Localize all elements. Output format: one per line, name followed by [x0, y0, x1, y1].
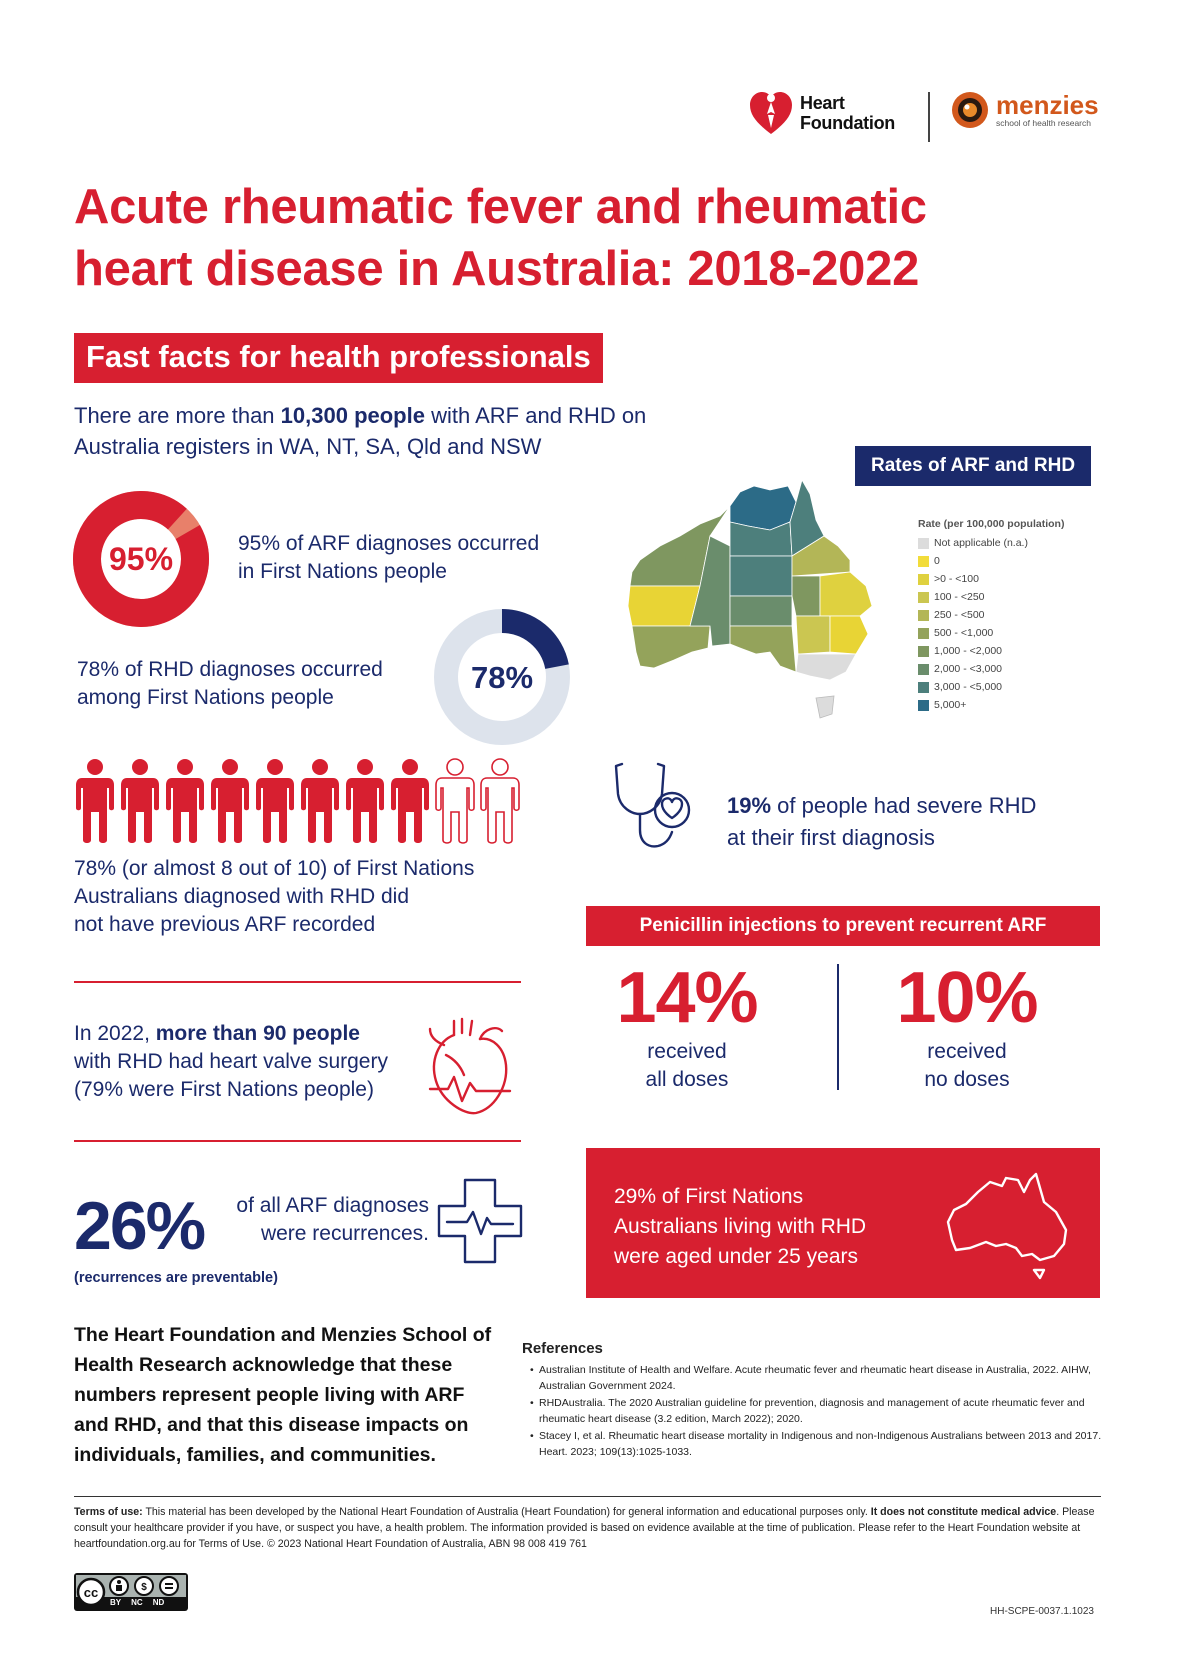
person-filled-icon	[344, 758, 386, 844]
map-legend-item	[918, 570, 1064, 588]
cc-label-nd: ND	[152, 1598, 165, 1607]
heart-logo-line2: Foundation	[800, 113, 895, 133]
under25-line1: 29% of First Nations	[614, 1185, 804, 1208]
map-region-nsw-west	[796, 616, 830, 654]
map-legend-label: Not applicable (n.a.)	[934, 537, 1028, 549]
heart-logo-line1: Heart	[800, 93, 845, 113]
menzies-logo	[950, 90, 1099, 130]
penicillin-banner: Penicillin injections to prevent recurrent ARF	[586, 906, 1100, 946]
map-legend-label: >0 - <100	[934, 573, 979, 585]
penicillin-all-doses-value: 14%	[616, 958, 758, 1038]
person-filled-icon	[119, 758, 161, 844]
severe-text	[727, 790, 1036, 854]
title-line1: Acute rheumatic fever and rheumatic	[74, 180, 927, 234]
under25-line3: were aged under 25 years	[614, 1245, 858, 1268]
map-region-tas	[816, 696, 834, 718]
penicillin-no-doses-line2: no doses	[924, 1068, 1010, 1091]
under25-box	[586, 1148, 1100, 1298]
map-region-sa-north	[730, 596, 792, 626]
cc-labels	[110, 1598, 164, 1607]
terms-part2: . Please consult your healthcare provider if you have, or suspect you have, a health problem. The information provided is based on evidence available at the time of publication. Please refer to the Heart Foundation website at heartfoundation.org.au for Terms of Use. © 2023 National Heart Foundation of Australia, ABN 98 008 419 761	[74, 1506, 1095, 1550]
map-legend-label: 100 - <250	[934, 591, 985, 603]
person-outline-icon	[434, 758, 476, 844]
under25-text	[614, 1182, 866, 1272]
stethoscope-heart-icon	[612, 760, 708, 852]
map-legend-item	[918, 660, 1064, 678]
terms-of-use	[74, 1504, 1104, 1552]
map-legend-item	[918, 588, 1064, 606]
people-stat-line3: not have previous ARF recorded	[74, 913, 376, 936]
terms-part1: This material has been developed by the National Heart Foundation of Australia (Heart Foundation) for general information and educational purposes only.	[142, 1506, 871, 1518]
terms-label: Terms of use:	[74, 1506, 143, 1518]
map-legend-title: Rate (per 100,000 population)	[918, 518, 1065, 530]
map-legend-label: 1,000 - <2,000	[934, 645, 1003, 657]
map-legend-swatch	[918, 592, 929, 603]
map-legend-swatch	[918, 700, 929, 711]
australia-rates-map	[620, 476, 910, 736]
menzies-eye-icon	[950, 90, 990, 130]
rhd-donut-chart	[432, 607, 572, 747]
map-legend-label: 500 - <1,000	[934, 627, 994, 639]
page-title	[74, 176, 1114, 300]
map-banner: Rates of ARF and RHD	[855, 446, 1091, 486]
cc-label-nc: NC	[131, 1598, 143, 1607]
footer-divider	[74, 1496, 1101, 1497]
person-filled-icon	[164, 758, 206, 844]
recurrence-note: (recurrences are preventable)	[74, 1270, 278, 1286]
references-list	[522, 1363, 1102, 1460]
map-region-qld-south	[820, 572, 872, 616]
people-pictogram	[74, 758, 521, 844]
menzies-logo-sub: school of health research	[996, 118, 1091, 128]
medical-cross-pulse-icon	[437, 1178, 523, 1264]
map-legend-swatch	[918, 574, 929, 585]
arf-stat-line2: in First Nations people	[238, 560, 447, 583]
map-legend-swatch	[918, 628, 929, 639]
references	[522, 1340, 1102, 1462]
map-legend-label: 0	[934, 555, 940, 567]
heart-anatomy-icon	[424, 1015, 516, 1119]
australia-outline-icon	[944, 1172, 1074, 1286]
document-code: HH-SCPE-0037.1.1023	[990, 1606, 1094, 1617]
penicillin-no-doses	[852, 958, 1082, 1094]
intro-text	[74, 400, 694, 462]
map-legend-swatch	[918, 682, 929, 693]
svg-text:cc: cc	[83, 1585, 99, 1600]
map-legend-item	[918, 642, 1064, 660]
rhd-stat-line2: among First Nations people	[77, 686, 334, 709]
intro-pre: There are more than	[74, 403, 281, 428]
people-stat-line2: Australians diagnosed with RHD did	[74, 885, 410, 908]
map-legend-swatch	[918, 538, 929, 549]
surgery-line2: with RHD had heart valve surgery	[74, 1050, 388, 1073]
reference-item: • Australian Institute of Health and Welfare. Acute rheumatic fever and rheumatic heart disease in Australia, 2022. AIHW, Australian Government 2024.	[532, 1363, 1102, 1394]
severe-line1-rest: of people had severe RHD	[771, 793, 1037, 818]
heart-foundation-logo	[748, 88, 895, 138]
rhd-stat-line1: 78% of RHD diagnoses occurred	[77, 658, 383, 681]
severe-line2: at their first diagnosis	[727, 825, 935, 850]
penicillin-all-doses-line2: all doses	[645, 1068, 729, 1091]
map-legend-item	[918, 552, 1064, 570]
cc-label-by: BY	[110, 1598, 122, 1607]
logo-divider	[928, 92, 930, 142]
map-legend-swatch	[918, 664, 929, 675]
map-legend-swatch	[918, 610, 929, 621]
surgery-pre: In 2022,	[74, 1022, 156, 1045]
map-legend-item	[918, 624, 1064, 642]
recurrence-line2: were recurrences.	[260, 1222, 429, 1245]
map-region-nt-south	[730, 556, 792, 596]
person-filled-icon	[74, 758, 116, 844]
menzies-logo-name: menzies	[996, 90, 1099, 120]
recurrence-text	[214, 1192, 429, 1248]
arf-stat-text	[238, 530, 539, 586]
terms-bold: It does not constitute medical advice	[870, 1506, 1057, 1518]
map-region-sa-south	[730, 626, 796, 672]
map-legend-swatch	[918, 646, 929, 657]
recurrence-line1: of all ARF diagnoses	[236, 1194, 429, 1217]
acknowledgement: The Heart Foundation and Menzies School of Health Research acknowledge that these numbers represent people living with ARF and RHD, and that this disease impacts on individuals, families, and communities.	[74, 1324, 492, 1466]
people-stat-text	[74, 855, 554, 939]
cc-by-nc-nd-icon	[74, 1573, 188, 1611]
references-title: References	[522, 1340, 603, 1357]
recurrence-big-value: 26%	[74, 1188, 205, 1264]
people-stat-line1: 78% (or almost 8 out of 10) of First Nations	[74, 857, 475, 880]
heart-foundation-heart-icon	[748, 88, 794, 138]
person-filled-icon	[254, 758, 296, 844]
map-legend-item	[918, 534, 1064, 552]
penicillin-divider	[837, 964, 839, 1090]
person-outline-icon	[479, 758, 521, 844]
surgery-line3: (79% were First Nations people)	[74, 1078, 374, 1101]
arf-donut-label: 95%	[108, 541, 174, 577]
arf-donut-chart	[72, 490, 210, 628]
severe-bold: 19%	[727, 793, 772, 818]
rhd-stat-text	[77, 656, 383, 712]
rhd-donut-label: 78%	[470, 660, 534, 695]
map-legend-swatch	[918, 556, 929, 567]
penicillin-no-doses-value: 10%	[896, 958, 1038, 1038]
map-region-wa-pilbara	[628, 586, 700, 626]
person-filled-icon	[299, 758, 341, 844]
arf-stat-line1: 95% of ARF diagnoses occurred	[238, 532, 540, 555]
map-region-qld-west	[792, 576, 820, 616]
map-region-vic	[796, 654, 856, 680]
svg-text:$: $	[141, 1582, 147, 1593]
map-legend-item	[918, 696, 1064, 714]
map-legend-label: 2,000 - <3,000	[934, 663, 1003, 675]
map-region-nsw-east	[830, 616, 868, 654]
reference-item: • Stacey I, et al. Rheumatic heart disease mortality in Indigenous and non-Indigenous Australians between 2013 and 2017. Heart. 2023; 109(13):1025-1033.	[532, 1429, 1102, 1460]
map-legend	[918, 518, 1064, 714]
divider-1	[74, 981, 521, 983]
intro-bold: 10,300 people	[280, 403, 425, 428]
map-legend-label: 3,000 - <5,000	[934, 681, 1003, 693]
person-filled-icon	[209, 758, 251, 844]
person-filled-icon	[389, 758, 431, 844]
penicillin-all-doses-line1: received	[647, 1040, 727, 1063]
map-legend-item	[918, 606, 1064, 624]
surgery-bold: more than 90 people	[155, 1022, 360, 1045]
title-line2: heart disease in Australia: 2018-2022	[74, 242, 920, 296]
map-legend-item	[918, 678, 1064, 696]
reference-item: • RHDAustralia. The 2020 Australian guideline for prevention, diagnosis and management of acute rheumatic fever and rheumatic heart disease (3.2 edition, March 2022); 2020.	[532, 1396, 1102, 1427]
map-legend-label: 5,000+	[934, 699, 967, 711]
divider-2	[74, 1140, 521, 1142]
map-legend-label: 250 - <500	[934, 609, 985, 621]
map-legend-rows	[918, 534, 1064, 714]
surgery-text	[74, 1020, 434, 1104]
intro-post: with ARF and RHD on Australia registers in WA, NT, SA, Qld and NSW	[74, 403, 647, 459]
penicillin-all-doses	[572, 958, 802, 1094]
penicillin-no-doses-line1: received	[927, 1040, 1007, 1063]
fast-facts-banner: Fast facts for health professionals	[74, 333, 603, 383]
map-region-wa-south	[632, 626, 710, 668]
under25-line2: Australians living with RHD	[614, 1215, 867, 1238]
